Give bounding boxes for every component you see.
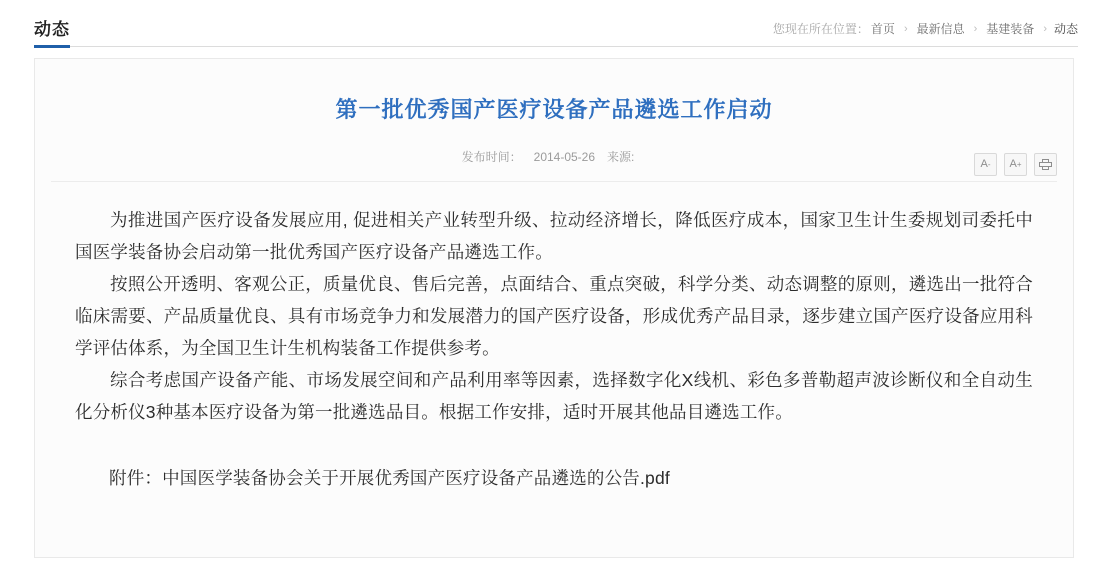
font-increase-sup: + bbox=[1016, 159, 1022, 169]
page-title: 动态 bbox=[34, 20, 70, 48]
publish-date-label: 发布时间： bbox=[461, 150, 522, 164]
breadcrumb-item-home[interactable]: 首页 bbox=[870, 22, 895, 36]
breadcrumb-item-latest-news[interactable]: 最新信息 bbox=[916, 22, 965, 36]
breadcrumb-item-infrastructure[interactable]: 基建装备 bbox=[986, 22, 1035, 36]
print-button[interactable] bbox=[1034, 153, 1057, 176]
printer-icon bbox=[1039, 159, 1052, 170]
breadcrumb-separator-icon: › bbox=[1043, 22, 1047, 35]
breadcrumb-separator-icon: › bbox=[973, 22, 978, 35]
article-body bbox=[35, 182, 1073, 494]
article-tools bbox=[974, 153, 1057, 176]
breadcrumb-label: 您现在所在位置： bbox=[772, 22, 869, 36]
article-meta-row bbox=[35, 147, 1073, 181]
font-increase-label: A bbox=[1009, 158, 1017, 170]
font-decrease-label: A bbox=[980, 158, 988, 170]
article-title: 第一批优秀国产医疗设备产品遴选工作启动 bbox=[335, 97, 773, 122]
attachment-link[interactable]: 附件：中国医学装备协会关于开展优秀国产医疗设备产品遴选的公告.pdf bbox=[109, 468, 670, 488]
page-header bbox=[34, 0, 1078, 47]
font-decrease-sup: - bbox=[987, 159, 991, 169]
article-paragraph: 综合考虑国产设备产能、市场发展空间和产品利用率等因素，选择数字化X线机、彩色多普勒超声波诊断仪和全自动生化分析仪3种基本医疗设备为第一批遴选品目。根据工作安排，适时开展其他品目遴选工作。 bbox=[75, 370, 1033, 422]
source-label: 来源: bbox=[607, 150, 635, 164]
article-paragraph: 按照公开透明、客观公正，质量优良、售后完善，点面结合、重点突破，科学分类、动态调整的原则，遴选出一批符合临床需要、产品质量优良、具有市场竞争力和发展潜力的国产医疗设备，形成优秀产品目录，逐步建立国产医疗设备应用科学评估体系，为全国卫生计生机构装备工作提供参考。 bbox=[75, 274, 1033, 358]
article-card bbox=[34, 58, 1074, 558]
breadcrumb-separator-icon: › bbox=[903, 22, 908, 35]
article-meta bbox=[35, 147, 1073, 167]
publish-date: 2014-05-26 bbox=[533, 150, 596, 164]
article-paragraph: 为推进国产医疗设备发展应用, 促进相关产业转型升级、拉动经济增长，降低医疗成本，国家卫生计生委规划司委托中国医学装备协会启动第一批优秀国产医疗设备产品遴选工作。 bbox=[75, 210, 1033, 262]
breadcrumb-current: 动态 bbox=[1053, 22, 1078, 36]
font-increase-button[interactable] bbox=[1004, 153, 1027, 176]
font-decrease-button[interactable] bbox=[974, 153, 997, 176]
breadcrumb bbox=[773, 20, 1078, 46]
